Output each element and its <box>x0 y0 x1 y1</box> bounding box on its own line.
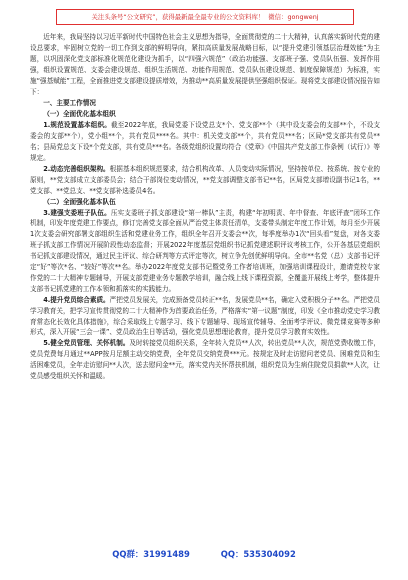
paragraph-lead: 2.动态完善组织架构。 <box>43 164 110 173</box>
paragraph-text: 及时转接党员组织关系，全年转入党员**人次，转出党员**人次，规范党费收缴工作，党员党费每月通过**APP按月足额主动交纳党费，全年党员交纳党费***元。按规定及时走访慰问老党员、困难党员和生活困难党员，全年走访慰问**人次，送去慰问金**元，落实党内关怀帮扶机制，组织党员为生病住院党员捐款**人次，让党员感受组织关怀和温暖。 <box>30 339 381 381</box>
body-paragraph <box>30 295 380 339</box>
footer-qq-group: QQ群：31991489 <box>112 549 190 559</box>
paragraph-text: 根据基本组织规范要求，结合机构改革、人员变动实际情况，坚持按单位、按系统、按专业的原则，**党支部成立支部委员会；结合干部岗位变动情况，**党支部调整支部书记**名，区局党支部增设副书记1名，**党支部、**党总支、**党支部补选委员4名。 <box>30 164 381 195</box>
banner-text: 关注头条号“公文研究”，获得最新最全最专业的公文资料库！ <box>91 13 265 21</box>
paragraph-text: 压实支委班子抓支部建设“第一棒队”主责，构建“年初明责、年中督查、年底评查”闭环工作机制，印发年度党建工作要点，修订完善党支部全面从严治党主体责任清单，支委带头制定年度工作计划，每月至少开展1次支委会研究部署支部组织生活和党建业务工作，组织全年召开支委会**次，每季度举办1次“回头看”复盘，对各支委班子抓支部工作情况开展阶段性动态监督；开展2022年度基层党组织书记抓党建述职评议考核工作，公开各基层党组织书记抓支部建设情况，通过民主评议、综合研判等方式评定等次，树立争先创优鲜明导向。全市**名党（总）支部书记评定“好”等次*名、“较好”等次**名。举办2022年度党支部书记暨党务工作者培训班，加强培训课程设计，邀请党校专家作党的二十大精神专题辅导，开展支部党建业务专题教学培训，融合线上线下课程资源，全覆盖开展线上考学，整体提升支部书记抓党建的工作本领和抓落实的实践能力。 <box>30 208 380 293</box>
paragraph-lead: 5.健全党员管理、关怀机制。 <box>43 339 130 348</box>
paragraph-text: （一）全面优化基本组织 <box>43 110 116 119</box>
subsection-heading <box>30 197 380 208</box>
body-paragraph <box>30 208 380 295</box>
subsection-heading <box>30 109 380 120</box>
footer-contact <box>0 548 408 560</box>
paragraph-text: （二）全面强化基本队伍 <box>43 197 116 206</box>
document-body <box>30 32 380 382</box>
footer-qq: QQ：535304092 <box>220 549 296 559</box>
paragraph-lead: 4.提升党员综合素质。 <box>43 295 110 304</box>
paragraph-text: 近年来，我局坚持以习近平新时代中国特色社会主义思想为指导，全面贯彻党的二十大精神，认真落实新时代党的建设总要求，牢固树立党的一切工作到支部的鲜明导向，紧扣高质量发展战略目标，以“提升党建引领基层治理效能”为主题，以巩固深化党支部标准化规范化建设为抓手，以“四强六规范”（政治功能强、支部班子强、党员队伍强、发挥作用强，组织设置规范、支委会建设规范、组织生活规范、功能作用规范、党员队伍建设规范、制度保障规范）为标准，实施“强基赋能”工程，全面推进党支部建设提质增效，为推动**高质量发展提供坚强组织保证。现将党支部建设情况报告如下： <box>30 33 380 96</box>
paragraph-text: 严把党员发展关，完成预备党员转正**名，发展党员**名，确定入党积极分子**名。严把党员学习教育关，把学习宣传贯彻党的二十大精神作为首要政治任务，严格落实“第一议题”制度，印发《全市推动党史学习教育常态化长效化具体措施》，综合采取线上专题学习、线下专题辅导、现场宣传辅导、全面考学评议、微党课竞赛等多种形式，深入开展“三会一课”、党员政治生日等活动，强化党员思想理论教育，提升党员学习教育实效性。 <box>30 295 381 337</box>
paragraph-text: 截至2022年底，我局党委下设党总支*个、党支部**个（其中设支委会的支部**个，不设支委会的支部**个），党小组**个，共有党员****名。其中：机关党支部**个，共有党员***名；区局*党支部共有党员**名；县局党总支下设*个党支部，共有党员***名。各级党组织设置均符合《党章》《中国共产党支部工作条例（试行）》等规定。 <box>30 121 381 162</box>
body-paragraph <box>30 120 380 164</box>
banner-wechat: 微信：gongwenj <box>268 13 319 21</box>
paragraph-text: 一、主要工作情况 <box>43 99 96 108</box>
promo-banner <box>56 9 354 25</box>
paragraph-lead: 3.建强支委班子队伍。 <box>43 208 111 217</box>
paragraph-lead: 1.规范设置基本组织。 <box>43 121 111 130</box>
section-heading <box>30 98 380 109</box>
body-paragraph <box>30 164 380 197</box>
body-paragraph <box>30 338 380 382</box>
body-paragraph <box>30 32 380 97</box>
